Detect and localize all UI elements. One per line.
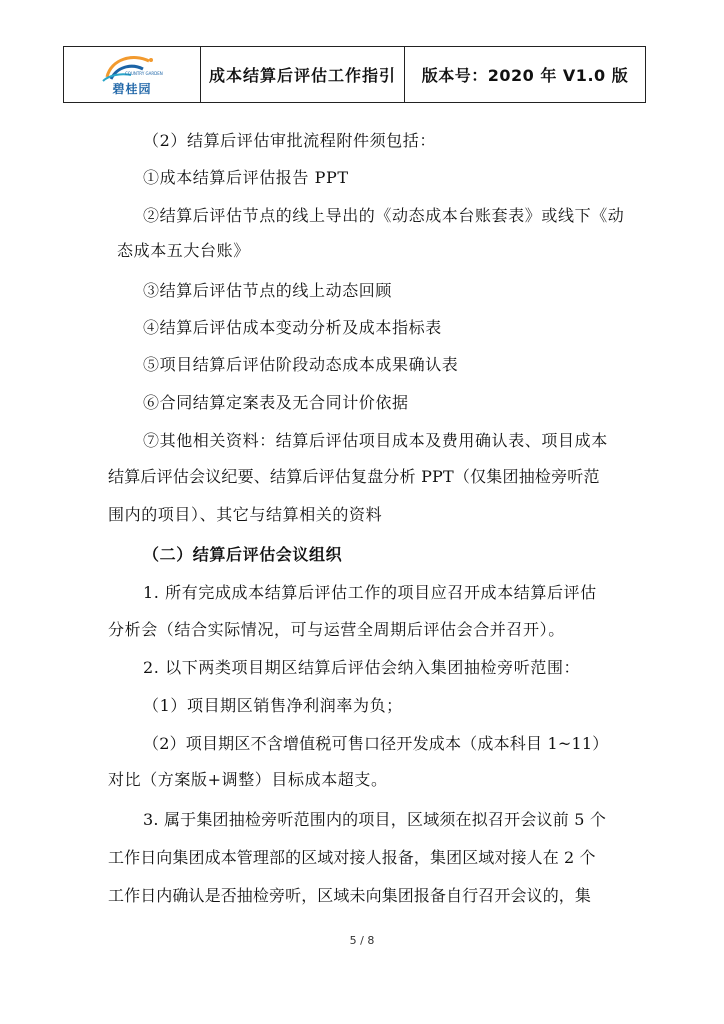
paragraph-line: （2）结算后评估审批流程附件须包括： [143,131,436,150]
paragraph-line: ⑤项目结算后评估阶段动态成本成果确认表 [143,355,459,374]
logo-cell [64,47,201,103]
company-logo [87,51,177,99]
paragraph-line: ④结算后评估成本变动分析及成本指标表 [143,318,442,337]
logo-subtext: COUNTRY GARDEN [125,70,163,76]
paragraph-line: 工作日内确认是否抽检旁听，区域未向集团报备自行召开会议的，集 [108,886,592,905]
paragraph-line: ③结算后评估节点的线上动态回顾 [143,281,393,300]
document-version: 版本号：2020 年 V1.0 版 [405,47,646,103]
paragraph-line: （2）项目期区不含增值税可售口径开发成本（成本科目 1~11） [143,734,609,753]
page-number: 5 / 8 [349,934,375,947]
paragraph-line: ⑥合同结算定案表及无合同计价依据 [143,393,409,412]
paragraph-line: 2. 以下两类项目期区结算后评估会纳入集团抽检旁听范围： [143,658,581,677]
document-header [63,46,646,103]
paragraph-line: 围内的项目）、其它与结算相关的资料 [108,505,383,524]
paragraph-line: ⑦其他相关资料：结算后评估项目成本及费用确认表、项目成本 [143,431,608,450]
paragraph-line: 工作日向集团成本管理部的区域对接人报备，集团区域对接人在 2 个 [108,848,596,867]
paragraph-line: 3. 属于集团抽检旁听范围内的项目，区域须在拟召开会议前 5 个 [143,810,607,829]
paragraph-line: ①成本结算后评估报告 PPT [143,168,349,187]
paragraph-line: （1）项目期区销售净利润率为负； [143,696,403,715]
paragraph-line: ②结算后评估节点的线上导出的《动态成本台账套表》或线下《动 [143,206,625,225]
paragraph-line: 1. 所有完成成本结算后评估工作的项目应召开成本结算后评估 [143,583,597,602]
paragraph-line: 结算后评估会议纪要、结算后评估复盘分析 PPT（仅集团抽检旁听范 [108,467,600,486]
paragraph-line: 分析会（结合实际情况，可与运营全周期后评估会合并召开）。 [108,620,565,639]
logo-text: 碧桂园 [112,81,152,96]
section-heading: （二）结算后评估会议组织 [143,545,343,564]
paragraph-line: 态成本五大台账》 [117,241,250,260]
document-title: 成本结算后评估工作指引 [201,47,405,103]
paragraph-line: 对比（方案版+调整）目标成本超支。 [108,770,388,789]
